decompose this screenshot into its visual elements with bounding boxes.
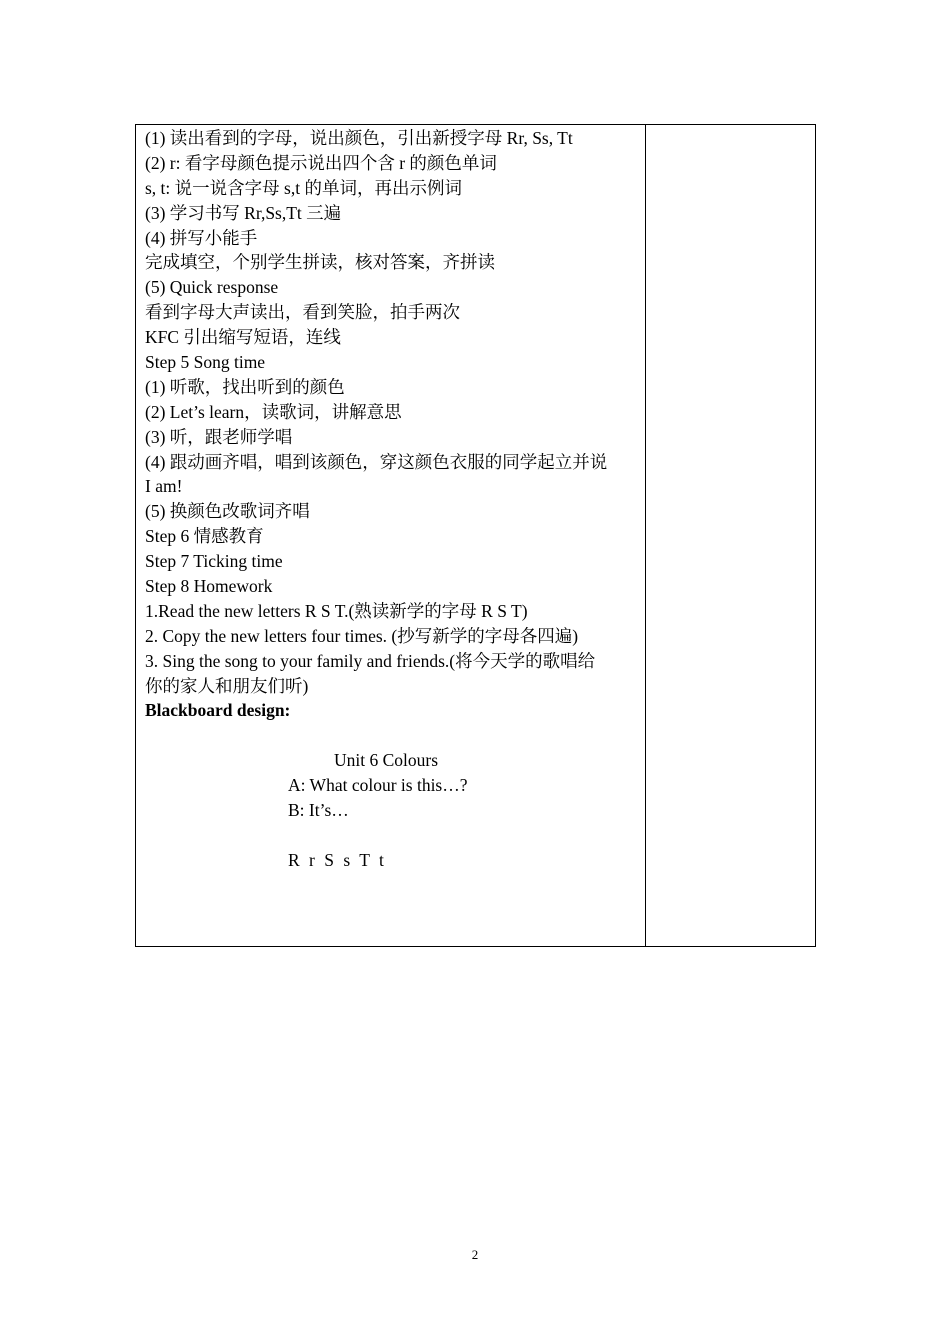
lesson-table bbox=[135, 124, 816, 947]
lesson-line: (3) 学习书写 Rr,Ss,Tt 三遍 bbox=[145, 202, 342, 223]
homework-item: 1.Read the new letters R S T.(熟读新学的字母 R S T) bbox=[145, 600, 528, 621]
blank-line bbox=[145, 723, 645, 748]
lesson-line: (1) 读出看到的字母，说出颜色，引出新授字母 Rr, Ss, Tt bbox=[145, 128, 573, 148]
notes-cell bbox=[646, 125, 815, 946]
lesson-line: (2) Let’s learn，读歌词，讲解意思 bbox=[145, 401, 402, 422]
blackboard-heading: Blackboard design: bbox=[145, 700, 291, 721]
step-heading: Step 6 情感教育 bbox=[145, 526, 264, 547]
lesson-line: 看到字母大声读出，看到笑脸，拍手两次 bbox=[145, 302, 460, 323]
lesson-content-cell bbox=[136, 125, 646, 946]
blackboard-letters: R r S s T t bbox=[288, 849, 385, 870]
blackboard-title: Unit 6 Colours bbox=[334, 750, 439, 771]
lesson-line: (1) 听歌，找出听到的颜色 bbox=[145, 376, 345, 397]
lesson-line: I am! bbox=[145, 476, 183, 497]
lesson-line: (5) 换颜色改歌词齐唱 bbox=[145, 501, 310, 522]
blackboard-line-a: A: What colour is this…? bbox=[288, 775, 468, 796]
lesson-line: (4) 跟动画齐唱，唱到该颜色，穿这颜色衣服的同学起立并说 bbox=[145, 451, 608, 472]
lesson-line: (2) r: 看字母颜色提示说出四个含 r 的颜色单词 bbox=[145, 152, 497, 173]
homework-item: 2. Copy the new letters four times. (抄写新学的字母各四遍) bbox=[145, 625, 579, 646]
lesson-line: (3) 听，跟老师学唱 bbox=[145, 426, 293, 447]
lesson-line: 完成填空，个别学生拼读，核对答案，齐拼读 bbox=[145, 252, 495, 273]
lesson-line: KFC 引出缩写短语，连线 bbox=[145, 327, 341, 348]
homework-item: 3. Sing the song to your family and friends.(将今天学的歌唱给 bbox=[145, 650, 596, 671]
step-heading: Step 7 Ticking time bbox=[145, 551, 283, 572]
step-heading: Step 5 Song time bbox=[145, 352, 266, 373]
step-heading: Step 8 Homework bbox=[145, 576, 273, 597]
lesson-line: (4) 拼写小能手 bbox=[145, 227, 258, 248]
lesson-line: (5) Quick response bbox=[145, 277, 279, 298]
lesson-line: s, t: 说一说含字母 s,t 的单词，再出示例词 bbox=[145, 177, 462, 198]
page-number: 2 bbox=[471, 1247, 479, 1262]
blackboard-line-b: B: It’s… bbox=[288, 800, 349, 821]
blank-line bbox=[145, 823, 645, 848]
homework-item: 你的家人和朋友们听) bbox=[145, 675, 309, 696]
